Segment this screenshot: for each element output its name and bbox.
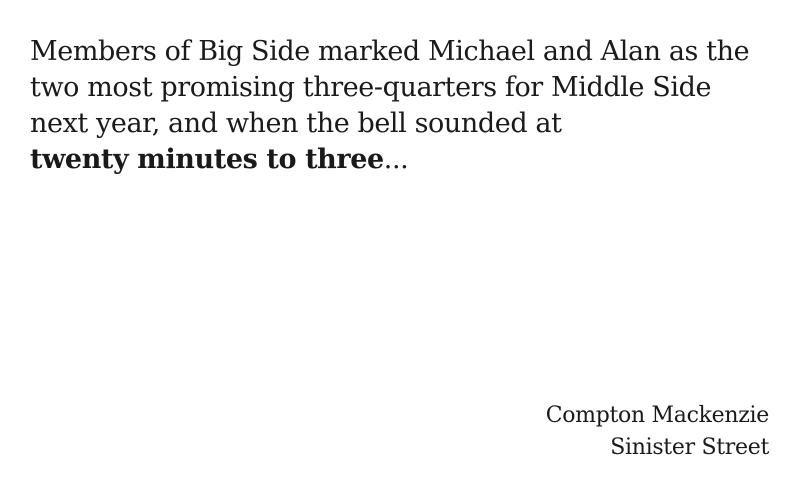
attribution: [546, 400, 769, 464]
quote-line-4: [30, 142, 770, 178]
quote-line-1: Members of Big Side marked Michael and Alan as the: [30, 36, 750, 67]
quote-ellipsis: ...: [383, 144, 409, 175]
quote-highlight-time: twenty minutes to three: [30, 144, 384, 175]
quote-line-2: two most promising three-quarters for Middle Side: [30, 72, 712, 103]
author-name: Compton Mackenzie: [545, 403, 769, 428]
quote-line-3: next year, and when the bell sounded at: [30, 108, 562, 139]
quote-text: [30, 34, 770, 178]
book-title: Sinister Street: [610, 435, 769, 460]
